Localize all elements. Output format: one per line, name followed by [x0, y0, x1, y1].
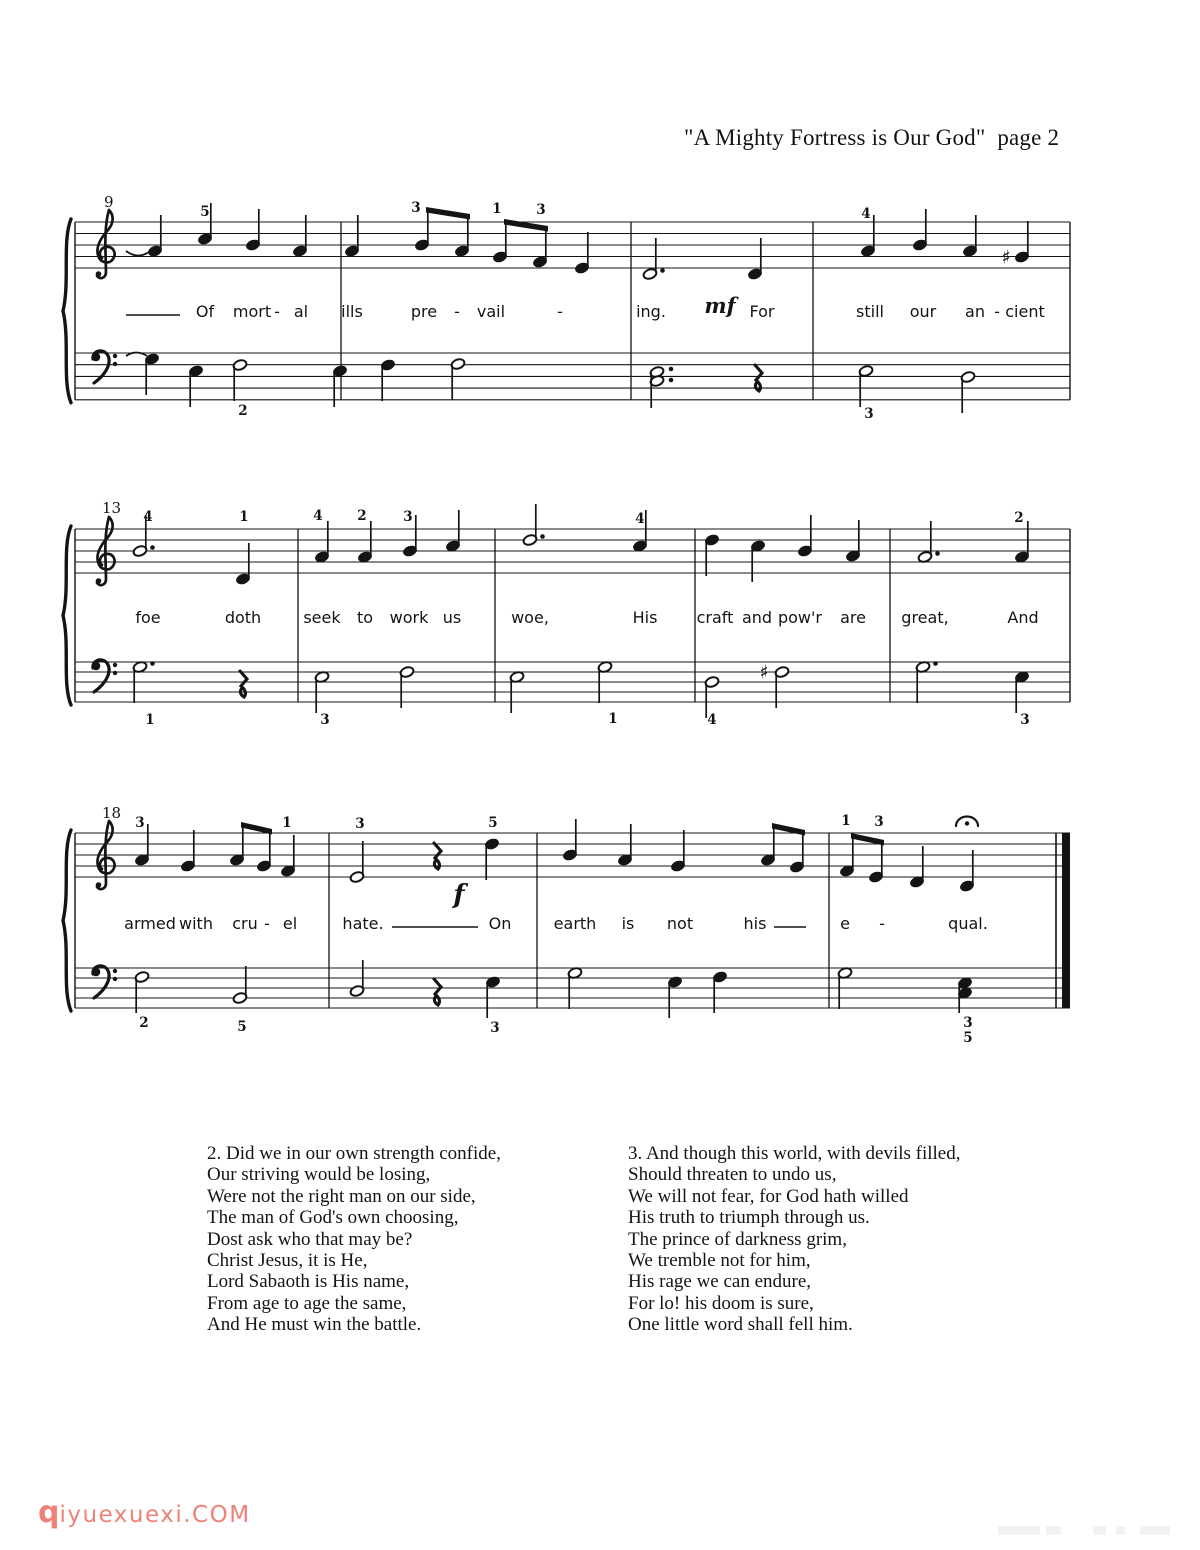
lyric-syllable: to: [356, 608, 374, 627]
bass-clef-icon: [92, 966, 118, 998]
fingering-number: 4: [861, 206, 871, 222]
fingering-number: 2: [238, 403, 248, 419]
note: [642, 238, 665, 280]
note: [349, 841, 364, 883]
lyric-syllable: -: [557, 302, 563, 321]
note: [232, 966, 247, 1004]
note: [357, 521, 372, 563]
fingering-number: 3: [1020, 712, 1030, 728]
fingering-number: 5: [200, 204, 210, 220]
note: [245, 209, 260, 251]
grand-staff-system-18: [63, 804, 1070, 1046]
grand-staff-system-13: [63, 499, 1070, 728]
note: [292, 215, 307, 257]
lyric-syllable: Of: [195, 302, 215, 321]
fingering-number: 3: [411, 200, 421, 216]
lyric-syllable: his: [743, 914, 767, 933]
quarter-rest: [755, 365, 762, 391]
verse-line: The man of God's own choosing,: [207, 1207, 459, 1229]
lyric-syllable: -: [454, 302, 460, 321]
verse-line: And He must win the battle.: [207, 1314, 422, 1336]
note: [485, 976, 500, 1018]
fingering-number: 5: [963, 1030, 973, 1046]
note: [797, 515, 812, 557]
lyric-syllable: us: [442, 608, 462, 627]
lyric-syllable: still: [856, 302, 884, 321]
verse-2-text: [207, 1143, 627, 1336]
lyric-syllable: His: [632, 608, 658, 627]
note: [188, 365, 203, 407]
watermark-logo-q: q: [38, 1495, 60, 1530]
final-barline-thick: [1062, 833, 1070, 1008]
note: [858, 365, 873, 407]
note: [532, 226, 547, 268]
faint-footer-smudge: [1140, 1526, 1170, 1535]
lyric-syllable: And: [1007, 608, 1039, 627]
verse-line: 3. And though this world, with devils filled,: [628, 1143, 961, 1164]
note: [454, 215, 469, 257]
quarter-rest: [240, 671, 247, 697]
watermark-text: iyuexuexi.COM: [59, 1502, 251, 1528]
lyric-syllable: ills: [341, 302, 363, 321]
faint-footer-smudge: [1116, 1526, 1125, 1535]
lyric-syllable: -: [879, 914, 885, 933]
lyric-syllable: are: [840, 608, 866, 627]
note: [909, 846, 924, 888]
lyric-syllable: seek: [303, 608, 341, 627]
fingering-number: 3: [403, 509, 413, 525]
lyric-syllable: with: [179, 914, 213, 933]
note: [484, 838, 499, 880]
faint-footer-smudge: [1046, 1526, 1061, 1535]
fingering-number: 3: [536, 202, 546, 218]
note: [667, 976, 682, 1018]
verse-line: From age to age the same,: [207, 1292, 407, 1314]
note: [314, 521, 329, 563]
lyric-syllable: not: [666, 914, 694, 933]
note: [445, 510, 460, 552]
fingering-number: 2: [1014, 510, 1024, 526]
lyric-syllable: mort: [232, 302, 272, 321]
note: [868, 841, 883, 883]
fingering-number: 4: [313, 508, 323, 524]
note: [235, 543, 250, 585]
lyric-syllable: ing.: [636, 302, 666, 321]
system-brace: [63, 219, 71, 403]
lyric-syllable: On: [488, 914, 512, 933]
lyric-syllable: al: [293, 302, 309, 321]
fingering-number: 1: [841, 813, 851, 829]
verse-line: One little word shall fell him.: [628, 1314, 853, 1336]
verse-3-text: [628, 1143, 1048, 1336]
note: [256, 829, 271, 872]
measure-number: 9: [104, 193, 114, 211]
lyric-syllable: pow'r: [777, 608, 823, 627]
verse-line: We will not fear, for God hath willed: [628, 1185, 909, 1207]
fingering-number: 3: [135, 815, 145, 831]
measure-number: 13: [102, 499, 122, 517]
note: [704, 534, 719, 576]
lyric-syllable: vail: [476, 302, 506, 321]
quarter-rest: [434, 979, 441, 1005]
note: [670, 830, 685, 872]
beam: [772, 823, 805, 836]
beam: [504, 219, 548, 232]
lyric-syllable: -: [274, 302, 280, 321]
fingering-number: 3: [320, 712, 330, 728]
note: [180, 830, 195, 872]
fingering-number: 1: [145, 712, 155, 728]
note: [574, 232, 589, 274]
lyric-syllable: work: [389, 608, 429, 627]
fingering-number: 1: [239, 509, 249, 525]
faint-footer-smudge: [1093, 1526, 1106, 1535]
note: [845, 520, 860, 562]
note: [380, 359, 395, 401]
fingering-number: 3: [864, 406, 874, 422]
faint-footer-smudge: [998, 1526, 1040, 1535]
note: [917, 521, 940, 563]
watermark: [38, 1495, 251, 1530]
tie: [126, 251, 149, 256]
lyric-syllable: pre: [410, 302, 438, 321]
fingering-number: 2: [139, 1015, 149, 1031]
bass-clef-icon: [92, 351, 118, 383]
fingering-number: 2: [357, 508, 367, 524]
fingering-number: 1: [282, 815, 292, 831]
verse-line: Our striving would be losing,: [207, 1164, 431, 1186]
note: [747, 238, 762, 280]
note: [492, 221, 507, 263]
verse-line: Should threaten to undo us,: [628, 1164, 837, 1186]
lyric-syllable: cru: [232, 914, 258, 933]
note: [450, 358, 465, 400]
beam: [426, 207, 470, 220]
lyric-syllable: -: [994, 302, 1000, 321]
verse-line: Were not the right man on our side,: [207, 1185, 476, 1207]
fingering-number: 5: [237, 1019, 247, 1035]
verse-line: Dost ask who that may be?: [207, 1228, 413, 1250]
fingering-number: 4: [635, 511, 645, 527]
fingering-number: 3: [963, 1015, 973, 1031]
note: [962, 215, 977, 257]
sharp-sign: ♯: [759, 661, 769, 684]
note: [959, 850, 974, 892]
note: [649, 366, 673, 408]
lyric-syllable: and: [741, 608, 773, 627]
lyric-syllable: el: [282, 914, 298, 933]
verse-line: 2. Did we in our own strength confide,: [207, 1143, 501, 1164]
lyric-syllable: foe: [135, 608, 161, 627]
bass-clef-icon: [92, 660, 118, 692]
note: [349, 960, 364, 997]
fingering-number: 5: [488, 815, 498, 831]
lyric-syllable: doth: [224, 608, 262, 627]
lyric-syllable: great,: [901, 608, 949, 627]
note: [760, 825, 775, 866]
lyric-syllable: an: [965, 302, 985, 321]
fingering-number: 1: [492, 201, 502, 217]
verse-line: His rage we can endure,: [628, 1271, 812, 1293]
note: [229, 824, 244, 866]
note: [750, 540, 765, 582]
fingering-number: 3: [490, 1020, 500, 1036]
fingering-number: 1: [608, 711, 618, 727]
lyric-syllable: craft: [696, 608, 734, 627]
note: [912, 209, 927, 251]
lyric-syllable: is: [621, 914, 635, 933]
verse-line: Christ Jesus, it is He,: [207, 1250, 368, 1272]
lyric-syllable: woe,: [511, 608, 549, 627]
fingering-number: 3: [874, 814, 884, 830]
fingering-number: 4: [707, 712, 717, 728]
lyric-syllable: For: [749, 302, 775, 321]
lyric-syllable: e: [840, 914, 850, 933]
verse-line: The prince of darkness grim,: [628, 1228, 847, 1250]
verse-line: For lo! his doom is sure,: [628, 1292, 814, 1314]
note: [617, 824, 632, 866]
page-title: "A Mighty Fortress is Our God" page 2: [684, 125, 1060, 150]
dynamic-marking: mf: [704, 293, 736, 318]
note: [712, 971, 727, 1013]
note: [562, 819, 577, 861]
note: [280, 835, 295, 877]
fingering-number: 4: [143, 509, 153, 525]
dynamic-marking: f: [453, 880, 465, 910]
measure-number: 18: [102, 804, 122, 822]
system-brace: [63, 830, 71, 1011]
quarter-rest: [434, 843, 441, 869]
lyric-syllable: -: [264, 914, 270, 933]
verse-line: We tremble not for him,: [628, 1250, 811, 1272]
note: [332, 365, 347, 407]
lyric-syllable: earth: [553, 914, 597, 933]
note: [134, 971, 149, 1013]
note: [344, 215, 359, 257]
system-brace: [63, 526, 71, 705]
lyric-syllable: armed: [124, 914, 176, 933]
note: [789, 830, 804, 873]
sharp-sign: ♯: [1001, 246, 1011, 269]
fermata-icon: [956, 817, 978, 826]
lyric-syllable: qual.: [948, 914, 988, 933]
verse-line: His truth to triumph through us.: [628, 1207, 870, 1229]
note: [232, 359, 247, 401]
note: [1014, 221, 1029, 263]
note: [839, 835, 854, 877]
note: [147, 215, 162, 257]
fingering-number: 3: [355, 816, 365, 832]
note: [1014, 521, 1029, 563]
lyric-syllable: our: [909, 302, 937, 321]
verse-line: Lord Sabaoth is His name,: [207, 1271, 410, 1293]
grand-staff-system-9: [63, 193, 1070, 422]
lyric-syllable: hate.: [342, 914, 384, 933]
lyric-syllable: cient: [1005, 302, 1045, 321]
note: [960, 371, 975, 413]
